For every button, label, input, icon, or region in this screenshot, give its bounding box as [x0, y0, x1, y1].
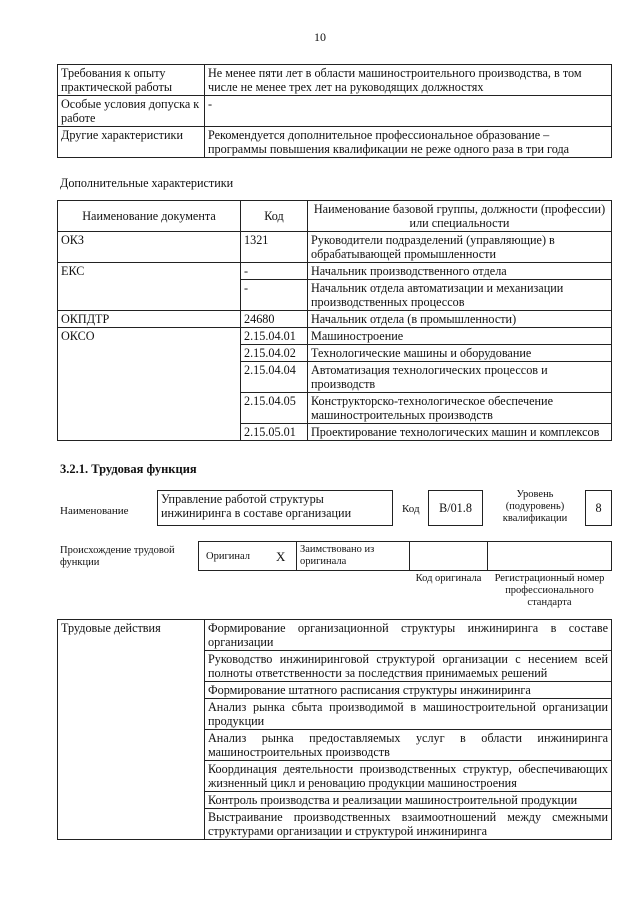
origin-code-cell: [409, 541, 488, 571]
name-cell: Руководители подразделений (управляющие) в обрабатывающей промышленности: [308, 232, 612, 263]
additional-characteristics-table: [57, 200, 612, 441]
code-cell: 2.15.05.01: [241, 424, 308, 441]
name-cell: Автоматизация технологических процессов и производств: [308, 362, 612, 393]
origin-reg-number-cell: [487, 541, 612, 571]
requirements-table: [57, 64, 612, 158]
column-header: Наименование базовой группы, должности (профессии) или специальности: [308, 201, 612, 232]
code-cell: 2.15.04.01: [241, 328, 308, 345]
code-cell: 2.15.04.04: [241, 362, 308, 393]
doc-cell: ОКПДТР: [58, 311, 241, 328]
table-row: [58, 96, 612, 127]
function-name-value: Управление работой структуры инжиниринга в составе организации: [157, 490, 393, 526]
doc-cell: ОКСО: [58, 328, 241, 441]
origin-label: Происхождение трудовой функции: [60, 545, 175, 568]
origin-mark: X: [276, 549, 286, 564]
name-cell: Проектирование технологических машин и комплексов: [308, 424, 612, 441]
function-code-label: Код: [402, 503, 420, 515]
origin-original-text: Оригинал: [206, 551, 250, 562]
additional-characteristics-title: Дополнительные характеристики: [60, 176, 234, 190]
table-row: [58, 311, 612, 328]
requirement-label: Особые условия допуска к работе: [58, 96, 205, 127]
function-name-label: Наименование: [60, 505, 129, 517]
doc-cell: ЕКС: [58, 263, 241, 311]
doc-cell: ОКЗ: [58, 232, 241, 263]
origin-code-caption: Код оригинала: [415, 573, 482, 584]
labor-actions-table: [57, 619, 612, 840]
requirement-value: -: [205, 96, 612, 127]
labor-action-item: Формирование штатного расписания структуры инжиниринга: [205, 682, 612, 699]
code-cell: -: [241, 263, 308, 280]
name-cell: Начальник отдела (в промышленности): [308, 311, 612, 328]
code-cell: 2.15.04.05: [241, 393, 308, 424]
section-title: 3.2.1. Трудовая функция: [60, 462, 197, 476]
labor-action-item: Контроль производства и реализации машиностроительной продукции: [205, 792, 612, 809]
code-cell: 2.15.04.02: [241, 345, 308, 362]
requirement-label: Требования к опыту практической работы: [58, 65, 205, 96]
labor-action-item: Анализ рынка предоставляемых услуг в области инжиниринга машиностроительных производств: [205, 730, 612, 761]
table-row: [58, 232, 612, 263]
table-row: [58, 263, 612, 280]
requirement-value: Рекомендуется дополнительное профессиональное образование – программы повышения квалификации не реже одного раза в три года: [205, 127, 612, 158]
function-code-value: B/01.8: [428, 490, 483, 526]
labor-actions-label: Трудовые действия: [58, 620, 205, 840]
table-header-row: [58, 201, 612, 232]
column-header: Код: [241, 201, 308, 232]
labor-action-item: Руководство инжиниринговой структурой организации с несением всей полноты ответственности за последствия принимаемых решений: [205, 651, 612, 682]
page-number: 10: [314, 30, 326, 44]
origin-reg-caption: Регистрационный номер профессионального стандарта: [494, 573, 605, 608]
code-cell: 24680: [241, 311, 308, 328]
origin-borrowed-cell: Заимствовано из оригинала: [296, 541, 410, 571]
code-cell: 1321: [241, 232, 308, 263]
name-cell: Технологические машины и оборудование: [308, 345, 612, 362]
table-row: [58, 65, 612, 96]
name-cell: Начальник производственного отдела: [308, 263, 612, 280]
requirement-label: Другие характеристики: [58, 127, 205, 158]
name-cell: Конструкторско-технологическое обеспечение машиностроительных производств: [308, 393, 612, 424]
name-cell: Машиностроение: [308, 328, 612, 345]
qualification-level-value: 8: [585, 490, 612, 526]
origin-original-cell: [198, 541, 297, 571]
labor-action-item: Анализ рынка сбыта производимой в машиностроительной организации продукции: [205, 699, 612, 730]
table-row: [58, 328, 612, 345]
requirement-value: Не менее пяти лет в области машиностроительного производства, в том числе не менее трех лет на руководящих должностях: [205, 65, 612, 96]
table-row: [58, 127, 612, 158]
column-header: Наименование документа: [58, 201, 241, 232]
table-row: [58, 620, 612, 651]
labor-action-item: Выстраивание производственных взаимоотношений между смежными структурами организации и структурой инжиниринга: [205, 809, 612, 840]
labor-action-item: Координация деятельности производственных структур, обеспечивающих жизненный цикл и реновацию продукции машиностроения: [205, 761, 612, 792]
name-cell: Начальник отдела автоматизации и механизации производственных процессов: [308, 280, 612, 311]
qualification-level-label: Уровень (подуровень) квалификации: [502, 489, 568, 524]
code-cell: -: [241, 280, 308, 311]
labor-action-item: Формирование организационной структуры инжиниринга в составе организации: [205, 620, 612, 651]
